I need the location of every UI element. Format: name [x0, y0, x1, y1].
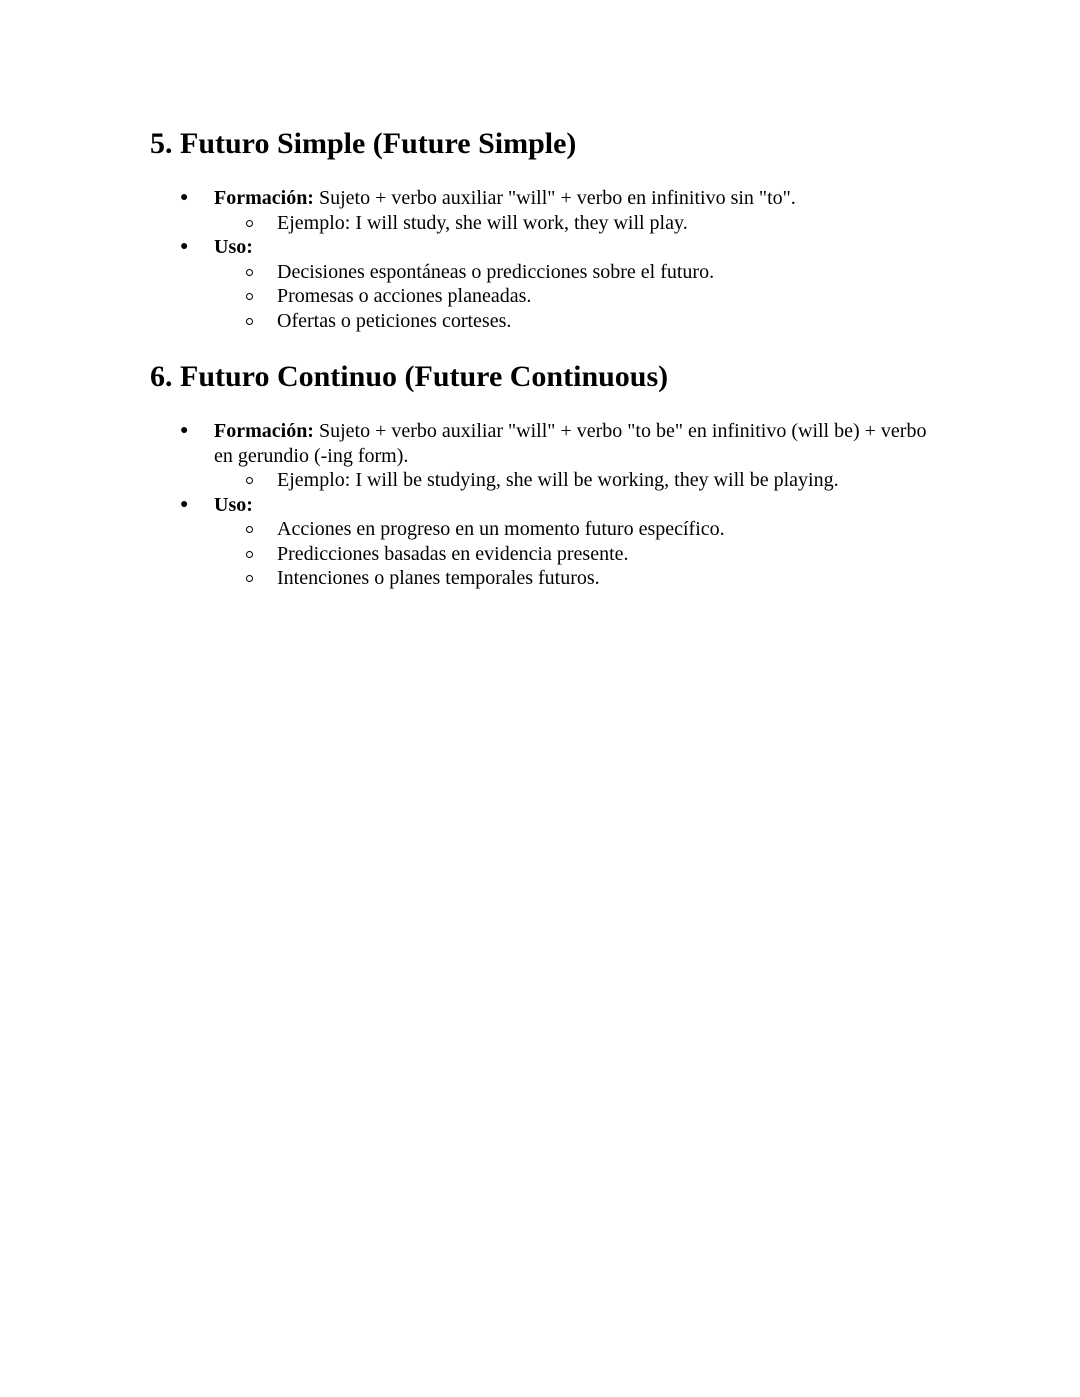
uso-label: Uso:: [214, 493, 253, 516]
section-future-continuous: [150, 355, 950, 591]
formacion-text: Sujeto + verbo auxiliar "will" + verbo en infinitivo sin "to".: [313, 187, 796, 209]
uso-item-text: Ofertas o peticiones corteses.: [277, 309, 512, 332]
sub-list: [214, 211, 950, 236]
uso-item: [150, 260, 950, 285]
formacion-label: Formación:: [214, 187, 314, 209]
uso-item-text: Intenciones o planes temporales futuros.: [277, 567, 600, 589]
uso-item: [150, 542, 950, 567]
list-item-uso: [150, 493, 950, 591]
bullet-icon: ●: [180, 190, 189, 205]
formacion-label: Formación:: [214, 420, 314, 442]
list-item-uso: [150, 235, 950, 333]
circle-bullet-icon: [246, 575, 253, 582]
uso-item-text: Promesas o acciones planeadas.: [277, 285, 532, 307]
bullet-list: [150, 419, 950, 591]
example-item: [150, 468, 950, 493]
uso-item: [150, 517, 950, 542]
uso-item-text: Acciones en progreso en un momento futuro específico.: [277, 518, 725, 540]
circle-bullet-icon: [246, 526, 253, 533]
section-future-simple: [150, 122, 950, 333]
section-heading: 6. Futuro Continuo (Future Continuous): [150, 360, 669, 393]
circle-bullet-icon: [246, 293, 253, 300]
sub-list: [214, 517, 950, 591]
bullet-list: [150, 186, 950, 333]
list-item-formacion: [150, 186, 950, 235]
uso-item-text: Predicciones basadas en evidencia presente.: [277, 542, 629, 565]
list-item-formacion: [150, 419, 950, 493]
sub-list: [214, 260, 950, 334]
section-heading: 5. Futuro Simple (Future Simple): [150, 127, 577, 160]
circle-bullet-icon: [246, 477, 253, 484]
bullet-icon: ●: [180, 496, 189, 512]
circle-bullet-icon: [246, 220, 253, 227]
example-item: [150, 211, 950, 236]
uso-item: [150, 566, 950, 591]
circle-bullet-icon: [246, 318, 253, 325]
example-text: Ejemplo: I will study, she will work, they will play.: [277, 211, 688, 234]
uso-label: Uso:: [214, 236, 253, 258]
uso-item-text: Decisiones espontáneas o predicciones sobre el futuro.: [277, 260, 715, 283]
circle-bullet-icon: [246, 269, 253, 276]
example-text: Ejemplo: I will be studying, she will be working, they will be playing.: [277, 469, 839, 491]
bullet-icon: ●: [180, 239, 189, 254]
formacion-text: Sujeto + verbo auxiliar "will" + verbo "to be" en infinitivo (will be) + verbo en gerundio (-ing form).: [214, 420, 927, 467]
sub-list: [214, 468, 950, 493]
circle-bullet-icon: [246, 551, 253, 558]
bullet-icon: ●: [180, 423, 189, 438]
uso-item: [150, 284, 950, 309]
uso-item: [150, 309, 950, 334]
